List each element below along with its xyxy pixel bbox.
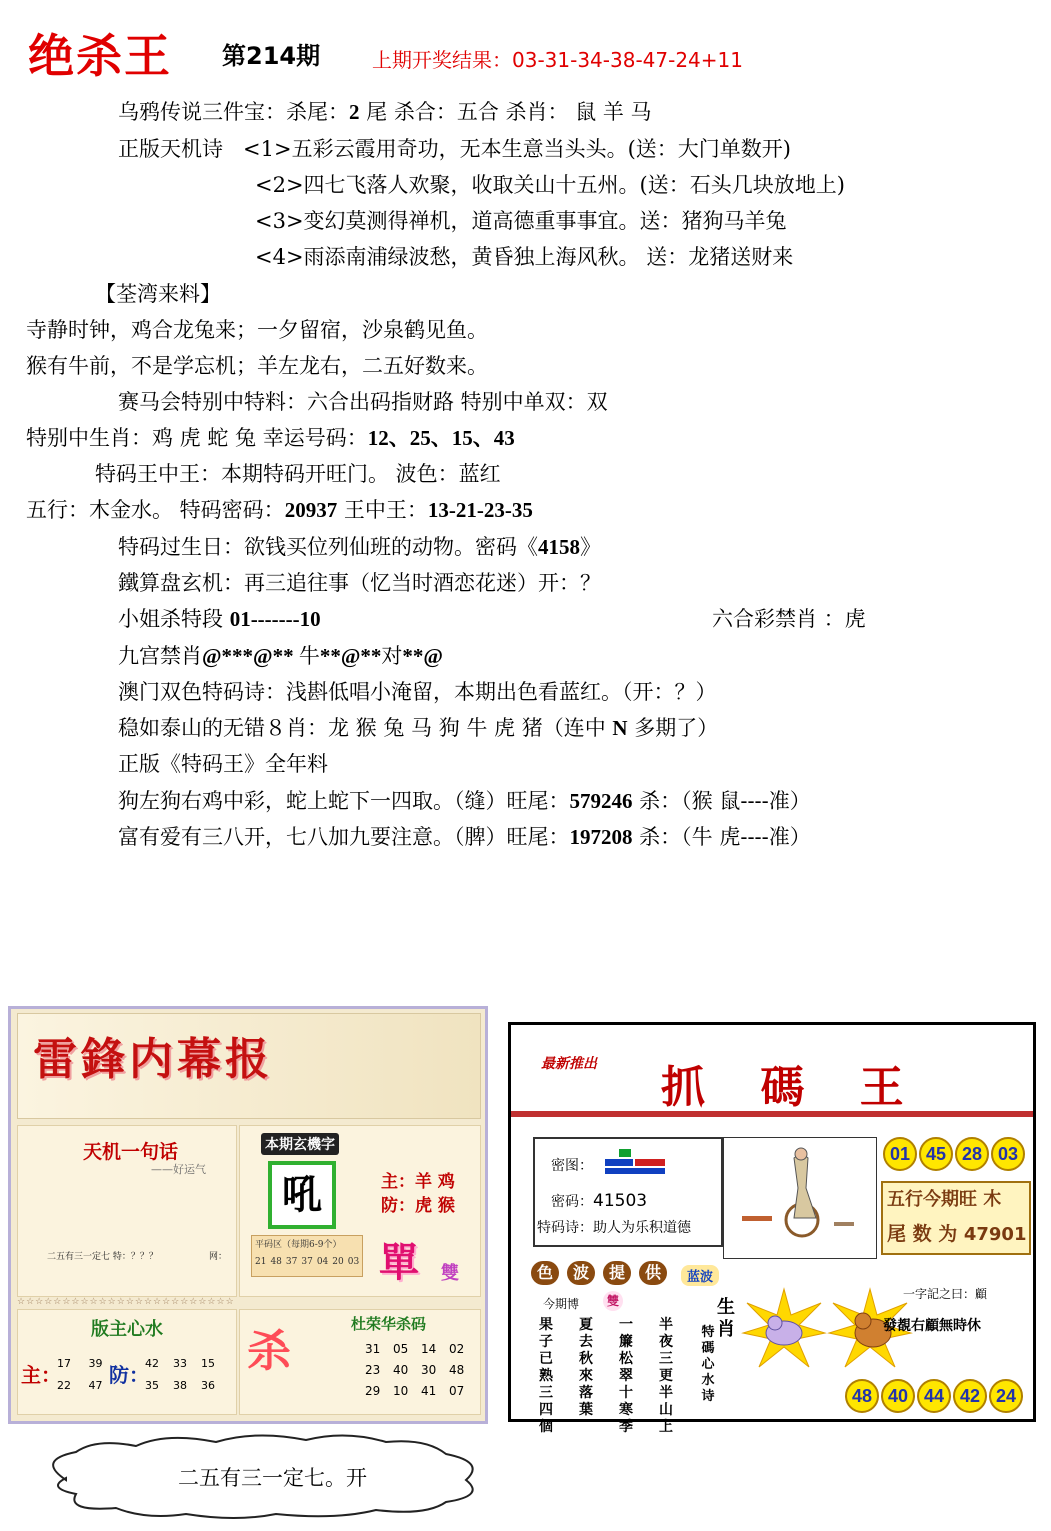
pingma-number: 21	[255, 1257, 267, 1267]
number-ball: 01	[883, 1137, 917, 1171]
du-number: 40	[393, 1363, 409, 1377]
banzhu-row2a: 22 47	[57, 1379, 103, 1392]
number-ball: 28	[955, 1137, 989, 1171]
line-poem-1: 寺静时钟，鸡合龙兔来；一夕留宿，沙泉鹤见鱼。	[26, 318, 488, 342]
banzhu-row1a: 17 39	[57, 1357, 103, 1370]
tianji-line-right: 网：	[209, 1252, 228, 1262]
shengxiao-label: 生肖	[717, 1297, 735, 1340]
poem-columns	[537, 1317, 707, 1435]
tag-chip: 提	[603, 1261, 631, 1285]
du-number: 07	[449, 1384, 465, 1398]
pingma-numbers	[255, 1257, 363, 1267]
line-gouzuo: 狗左狗右鸡中彩，蛇上蛇下一四取。（缝）旺尾：579246 杀：（猴 鼠----准）	[118, 789, 811, 813]
tag-chip: 色	[531, 1261, 559, 1285]
leifeng-panel	[8, 1006, 488, 1424]
line-zhengban: 正版《特码王》全年料	[118, 752, 328, 776]
number-ball: 45	[919, 1137, 953, 1171]
du-row	[365, 1360, 477, 1381]
shuang-char: 雙	[441, 1263, 459, 1284]
banzhu-title: 版主心水	[91, 1319, 163, 1340]
star-divider: ☆☆☆☆☆☆☆☆☆☆☆☆☆☆☆☆☆☆☆☆☆☆☆☆	[17, 1297, 235, 1307]
jinqi-label: 今期博	[543, 1297, 580, 1311]
poem-row: 特码诗：助人为乐积道德	[537, 1220, 691, 1236]
last-result-numbers: 03-31-34-38-47-24+11	[512, 48, 743, 72]
poem-column: 一簾松翠十寒季	[619, 1317, 633, 1435]
line-jinxiao: 六合彩禁肖 ：虎	[712, 607, 866, 631]
line-temawang: 特码王中王：本期特码开旺门。 波色：蓝红	[95, 462, 501, 486]
zhu-row: 主：羊 鸡	[381, 1172, 455, 1192]
page-title: 绝杀王	[28, 29, 172, 83]
du-number: 05	[393, 1342, 409, 1356]
poem-column: 夏去秋來落葉	[579, 1317, 593, 1418]
du-row	[365, 1381, 477, 1402]
yizi-row: 一字記之曰：顧	[903, 1287, 988, 1301]
scene-image	[723, 1137, 877, 1259]
mima-row: 密码：41503	[551, 1191, 648, 1211]
line-xiaojie: 小姐杀特段 01-------10	[118, 607, 321, 631]
pingma-number: 20	[332, 1257, 344, 1267]
balls-top	[883, 1137, 1033, 1173]
number-ball: 40	[881, 1379, 915, 1413]
line-poem-2: 猴有牛前，不是学忘机；羊左龙右，二五好数来。	[26, 354, 488, 378]
poem-column: 果子已熟三四個	[539, 1317, 553, 1435]
last-result	[372, 44, 743, 73]
pingma-number: 37	[285, 1257, 298, 1267]
issue-number: 第214期	[222, 42, 321, 70]
number-ball: 03	[991, 1137, 1025, 1171]
zhuamawang-panel	[508, 1022, 1036, 1435]
du-number: 10	[393, 1384, 409, 1398]
du-number: 02	[449, 1342, 465, 1356]
leifeng-title: 雷鋒内幕报	[33, 1034, 273, 1085]
poem-column: 半夜三更半山上	[659, 1317, 673, 1435]
banzhu-row1b: 42 33 15	[145, 1357, 215, 1370]
wuxing-row: 五行今期旺 木	[887, 1189, 1002, 1210]
tianji-sub: ——好运气	[151, 1163, 206, 1176]
te-column: 特碼心水诗	[701, 1325, 715, 1404]
balls-bottom	[845, 1379, 1031, 1415]
sha-char: 杀	[247, 1326, 291, 1377]
pingma-number: 03	[347, 1257, 360, 1267]
line-sanjianbao: 乌鸦传说三件宝：杀尾：2 尾 杀合：五合 杀肖： 鼠 羊 马	[118, 100, 652, 124]
fang-row: 防：虎 猴	[381, 1196, 455, 1216]
line-fuyou: 富有爱有三八开，七八加九要注意。（脾）旺尾：197208 杀：（牛 虎----准）	[118, 825, 811, 849]
tail-row: 尾 数 为 47901	[887, 1223, 1027, 1245]
line-tianji-1: 正版天机诗 <1>五彩云霞用奇功，无本生意当头头。(送：大门单数开)	[118, 137, 791, 161]
pingma-number: 04	[316, 1257, 329, 1267]
line-tebie-shengxiao: 特别中生肖：鸡 虎 蛇 兔 幸运号码：12、25、15、43	[26, 426, 515, 450]
number-ball: 42	[953, 1379, 987, 1413]
line-tiesuanpan: 鐵算盘玄机：再三追往事（忆当时酒恋花迷）开：？	[118, 571, 601, 595]
line-tianji-3: <3>变幻莫测得禅机，道高德重事事宜。送：猪狗马羊兔	[255, 209, 787, 233]
mitu-label: 密图：	[551, 1158, 593, 1174]
banzhu-fang: 防：	[109, 1363, 149, 1387]
line-tianji-4: <4>雨添南浦绿波愁，黄昏独上海风秋。 送：龙猪送财来	[255, 245, 794, 269]
xuanji-char: 吼	[268, 1161, 336, 1229]
du-row	[365, 1339, 477, 1360]
line-quanwan: 【荃湾来料】	[95, 282, 221, 306]
tag-chip: 波	[567, 1261, 595, 1285]
tianji-title: 天机一句话	[83, 1141, 179, 1163]
banzhu-row2b: 35 38 36	[145, 1379, 215, 1392]
last-result-label: 上期开奖结果：	[372, 48, 512, 72]
dan-char: 單	[379, 1239, 419, 1286]
pingma-label: 平码区（每期6-9个）	[255, 1240, 342, 1250]
du-number: 48	[449, 1363, 465, 1377]
line-jiugong: 九宫禁肖@***@** 牛**@**对**@	[118, 644, 443, 668]
number-ball: 48	[845, 1379, 879, 1413]
line-tianji-2: <2>四七飞落人欢聚，收取关山十五州。(送：石头几块放地上)	[255, 173, 845, 197]
line-aomen: 澳门双色特码诗：浅斟低唱小淹留，本期出色看蓝红。（开：？）	[118, 680, 717, 704]
zmw-title: 抓 碼 王	[661, 1062, 924, 1113]
du-number: 29	[365, 1384, 381, 1398]
tianji-line: 二五有三一定七 特：？？？	[47, 1252, 158, 1262]
pingma-number: 48	[270, 1257, 282, 1267]
xuanji-title: 本期玄機字	[261, 1133, 339, 1155]
du-number: 31	[365, 1342, 381, 1356]
du-number: 41	[421, 1384, 437, 1398]
line-saima: 赛马会特别中特料：六合出码指财路 特别中单双：双	[118, 390, 608, 414]
number-ball: 24	[989, 1379, 1023, 1413]
line-guoshengri: 特码过生日：欲钱买位列仙班的动物。密码《4158》	[118, 535, 601, 559]
number-ball: 44	[917, 1379, 951, 1413]
tag-chip: 供	[639, 1261, 667, 1285]
jinqi-value: 雙	[603, 1291, 623, 1311]
du-title: 杜荣华杀码	[351, 1315, 427, 1333]
line-wuxing: 五行：木金水。 特码密码：20937 王中王：13-21-23-35	[26, 498, 533, 522]
line-wenru: 稳如泰山的无错８肖：龙 猴 兔 马 狗 牛 虎 猪（连中 N 多期了）	[118, 716, 719, 740]
banzhu-zhu: 主：	[21, 1363, 61, 1387]
du-number: 14	[421, 1342, 437, 1356]
du-number: 30	[421, 1363, 437, 1377]
cloud-text: 二五有三一定七。开	[178, 1466, 367, 1490]
mitu-logo	[601, 1149, 671, 1179]
zmw-newest: 最新推出	[541, 1056, 597, 1072]
fa-line: 發覩右顧無時休	[883, 1318, 981, 1334]
du-number: 23	[365, 1363, 381, 1377]
du-grid	[365, 1339, 477, 1402]
ox-image	[743, 1289, 825, 1371]
tag-value: 蓝波	[681, 1265, 719, 1286]
pingma-number: 37	[301, 1257, 313, 1267]
